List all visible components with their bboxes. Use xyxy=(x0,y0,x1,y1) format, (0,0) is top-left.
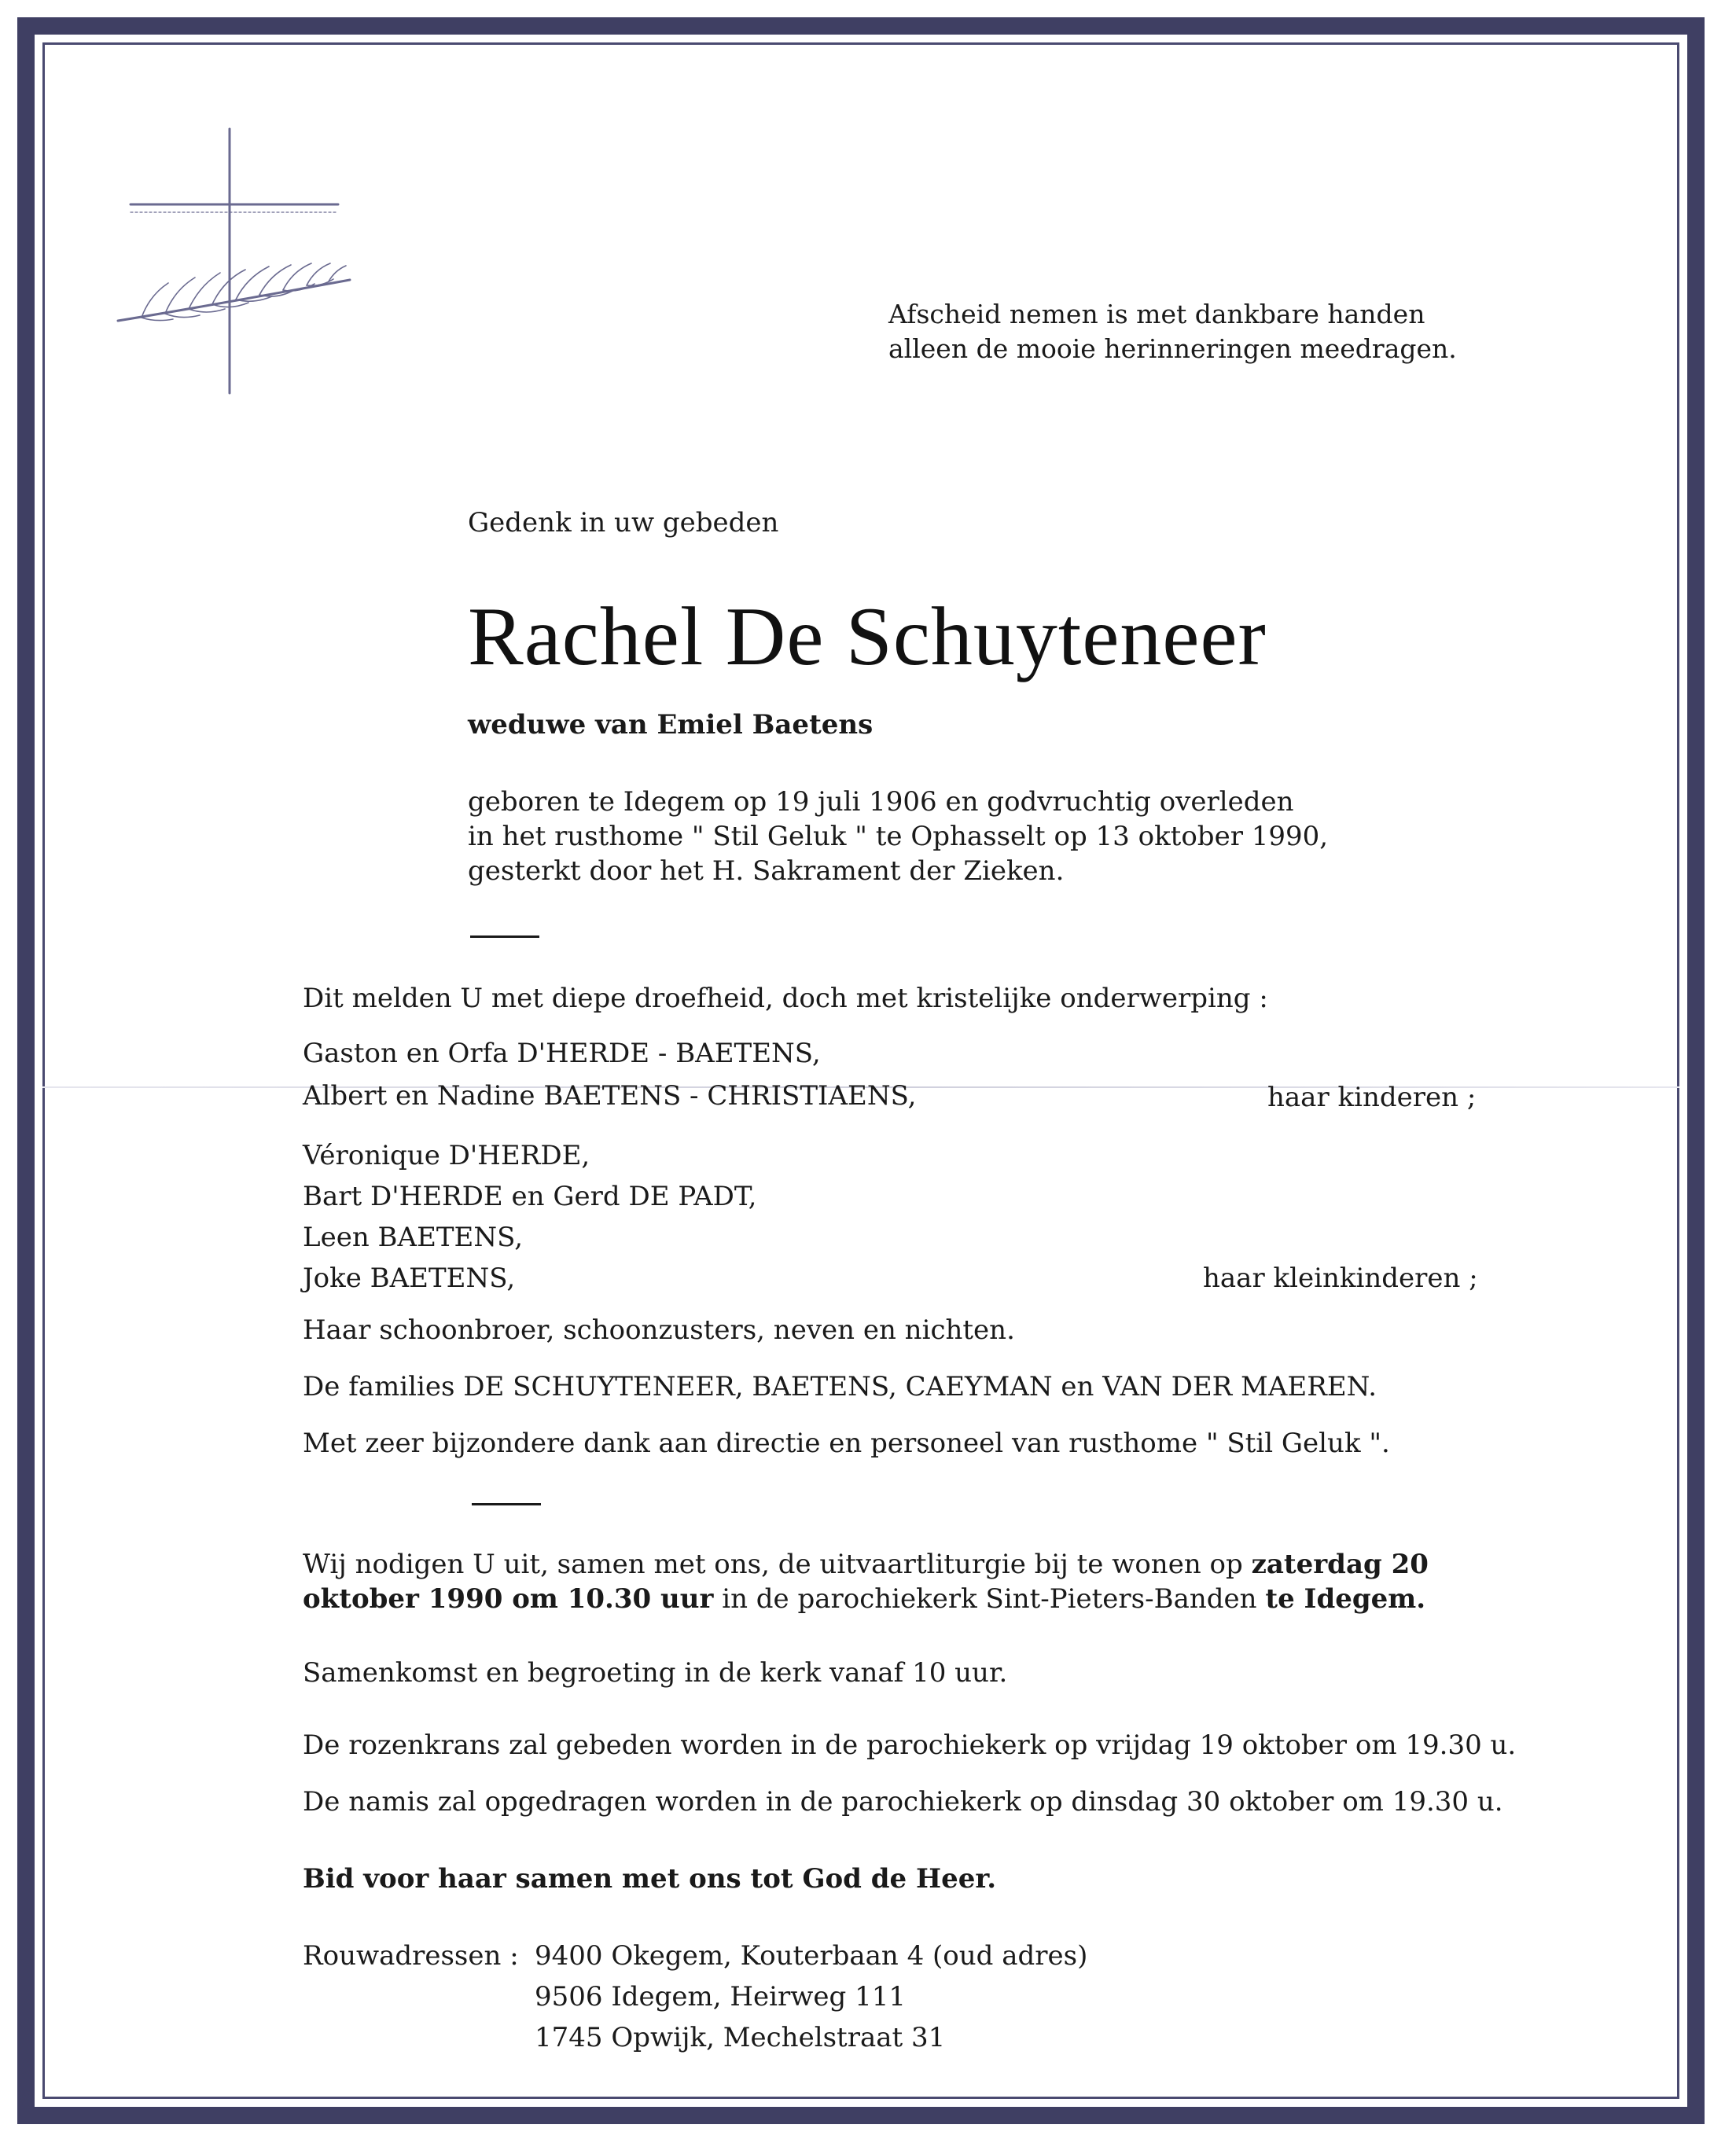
announcement-text: Dit melden U met diepe droefheid, doch met kristelijke onderwerping : xyxy=(303,983,1268,1014)
grandchild-1: Véronique D'HERDE, xyxy=(303,1140,590,1171)
mass-text: De namis zal opgedragen worden in de parochiekerk op dinsdag 30 oktober om 19.30 u. xyxy=(303,1786,1503,1818)
child-2: Albert en Nadine BAETENS - CHRISTIAENS, xyxy=(303,1080,917,1112)
address-3: 1745 Opwijk, Mechelstraat 31 xyxy=(535,2022,946,2053)
addresses-label: Rouwadressen : xyxy=(303,1940,519,1972)
address-1: 9400 Okegem, Kouterbaan 4 (oud adres) xyxy=(535,1940,1088,1972)
grandchild-4: Joke BAETENS, xyxy=(303,1263,516,1294)
grandchild-2: Bart D'HERDE en Gerd DE PADT, xyxy=(303,1181,757,1212)
bio-line-3: gesterkt door het H. Sakrament der Zieken. xyxy=(468,855,1065,887)
intro-text: Gedenk in uw gebeden xyxy=(468,507,779,538)
deceased-name: Rachel De Schuyteneer xyxy=(468,590,1267,682)
relatives-line-2: De families DE SCHUYTENEER, BAETENS, CAEYMAN en VAN DER MAEREN. xyxy=(303,1371,1377,1402)
divider xyxy=(472,1503,541,1505)
bio-line-2: in het rusthome " Stil Geluk " te Ophasselt op 13 oktober 1990, xyxy=(468,821,1329,852)
child-1: Gaston en Orfa D'HERDE - BAETENS, xyxy=(303,1038,821,1069)
address-2: 9506 Idegem, Heirweg 111 xyxy=(535,1981,906,2012)
divider xyxy=(470,935,539,938)
gathering-text: Samenkomst en begroeting in de kerk vanaf 10 uur. xyxy=(303,1657,1008,1689)
funeral-invitation-line-1: Wij nodigen U uit, samen met ons, de uitvaartliturgie bij te wonen op zaterdag 20 xyxy=(303,1549,1429,1580)
children-relation: haar kinderen ; xyxy=(1267,1082,1477,1113)
rosary-text: De rozenkrans zal gebeden worden in de parochiekerk op vrijdag 19 oktober om 19.30 u. xyxy=(303,1729,1517,1761)
grandchildren-relation: haar kleinkinderen ; xyxy=(1203,1263,1478,1294)
relatives-line-3: Met zeer bijzondere dank aan directie en personeel van rusthome " Stil Geluk ". xyxy=(303,1428,1390,1459)
grandchild-3: Leen BAETENS, xyxy=(303,1222,524,1253)
quote-line-1: Afscheid nemen is met dankbare handen xyxy=(888,299,1425,329)
cross-palm-icon xyxy=(110,126,362,409)
spouse-line: weduwe van Emiel Baetens xyxy=(468,709,874,741)
prayer-text: Bid voor haar samen met ons tot God de Heer. xyxy=(303,1863,997,1895)
relatives-line-1: Haar schoonbroer, schoonzusters, neven en nichten. xyxy=(303,1314,1015,1346)
funeral-invitation-line-2: oktober 1990 om 10.30 uur in de parochiekerk Sint-Pieters-Banden te Idegem. xyxy=(303,1583,1426,1615)
bio-line-1: geboren te Idegem op 19 juli 1906 en godvruchtig overleden xyxy=(468,786,1294,818)
quote-line-2: alleen de mooie herinneringen meedragen. xyxy=(888,333,1457,364)
